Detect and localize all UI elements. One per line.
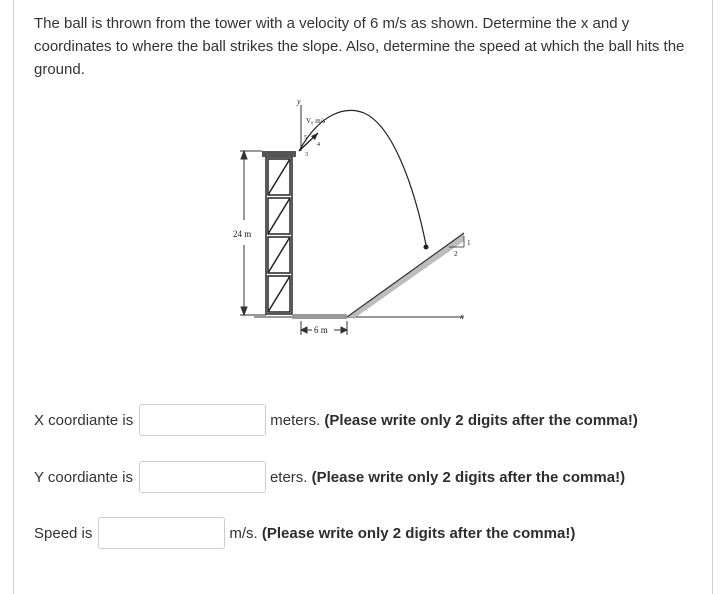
speed-instruction: (Please write only 2 digits after the comma!) (261, 524, 576, 542)
answer-row-x (34, 402, 638, 438)
speed-label: Speed is (34, 524, 93, 542)
velocity-label: V₀ m/s (306, 117, 326, 125)
y-coordinate-unit: eters. (269, 468, 308, 486)
question-card (13, 0, 713, 594)
y-axis-label: y (297, 97, 301, 106)
slope-run-label: 2 (454, 250, 458, 258)
ground-hatch (292, 314, 347, 319)
speed-suffix (229, 525, 575, 542)
answer-row-y (34, 459, 625, 495)
height-label: 24 m (233, 229, 252, 239)
y-coordinate-input[interactable] (139, 461, 266, 493)
x-coordinate-label: X coordiante is (34, 411, 134, 429)
speed-input[interactable] (98, 517, 225, 549)
speed-unit: m/s. (229, 524, 258, 542)
x-coordinate-instruction: (Please write only 2 digits after the comma!) (324, 411, 638, 429)
answer-row-speed (34, 515, 575, 551)
launch-slope-5: 5 (304, 135, 307, 141)
tower-platform (262, 151, 296, 157)
y-coordinate-suffix (270, 469, 625, 486)
launch-slope-3: 3 (305, 152, 308, 158)
y-coordinate-label: Y coordiante is (34, 468, 133, 486)
x-coordinate-suffix (270, 412, 638, 429)
x-coordinate-unit: meters. (270, 411, 321, 429)
question-text: The ball is thrown from the tower with a velocity of 6 m/s as shown. Determine the x and y coordinates to where the ball strikes the slope. Also, determine the speed at which the ball hits the ground. (34, 15, 685, 78)
x-coordinate-input[interactable] (139, 404, 266, 436)
x-axis-label: x (460, 312, 464, 321)
y-coordinate-instruction: (Please write only 2 digits after the comma!) (311, 468, 626, 486)
tower (266, 157, 292, 314)
launch-slope-4: 4 (317, 142, 320, 148)
slope-line (347, 233, 464, 317)
distance-label: 6 m (314, 325, 328, 335)
ball-impact (424, 245, 429, 250)
trajectory-path (299, 110, 426, 245)
slope-rise-label: 1 (467, 239, 471, 247)
projectile-figure (214, 95, 474, 345)
